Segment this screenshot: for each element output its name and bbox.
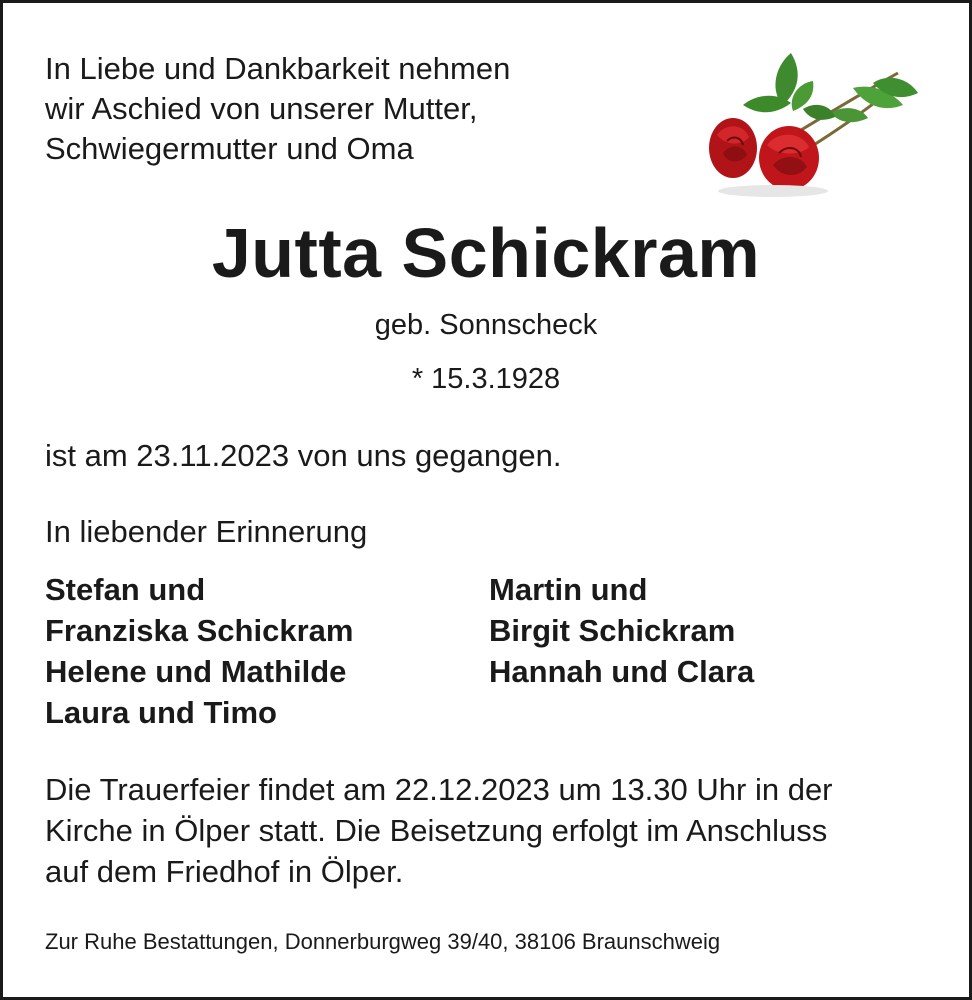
ceremony-line: Kirche in Ölper statt. Die Beisetzung erfolgt im Anschluss [45, 813, 828, 848]
intro-line: Schwiegermutter und Oma [45, 131, 414, 166]
deceased-name: Jutta Schickram [211, 214, 761, 292]
ceremony-line: auf dem Friedhof in Ölper. [45, 854, 404, 889]
family-line: Laura und Timo [45, 695, 277, 730]
intro-line: wir Aschied von unserer Mutter, [45, 91, 478, 126]
family-left-column [45, 569, 353, 733]
family-line: Stefan und [45, 572, 206, 607]
passing-statement: ist am 23.11.2023 von uns gegangen. [45, 438, 562, 473]
ceremony-line: Die Trauerfeier findet am 22.12.2023 um 13.30 Uhr in der [45, 772, 833, 807]
intro-text [45, 49, 510, 169]
roses-icon [703, 43, 928, 203]
funeral-home-footer: Zur Ruhe Bestattungen, Donnerburgweg 39/40, 38106 Braunschweig [45, 929, 721, 954]
family-line: Birgit Schickram [489, 613, 736, 648]
family-line: Hannah und Clara [489, 654, 755, 689]
birth-date: * 15.3.1928 [411, 363, 561, 395]
family-line: Franziska Schickram [45, 613, 354, 648]
ceremony-info [45, 769, 833, 892]
memory-line: In liebender Erinnerung [45, 514, 368, 549]
birth-name: geb. Sonnscheck [374, 309, 598, 341]
family-right-column [489, 569, 754, 692]
family-line: Martin und [489, 572, 648, 607]
intro-line: In Liebe und Dankbarkeit nehmen [45, 51, 511, 86]
family-line: Helene und Mathilde [45, 654, 347, 689]
